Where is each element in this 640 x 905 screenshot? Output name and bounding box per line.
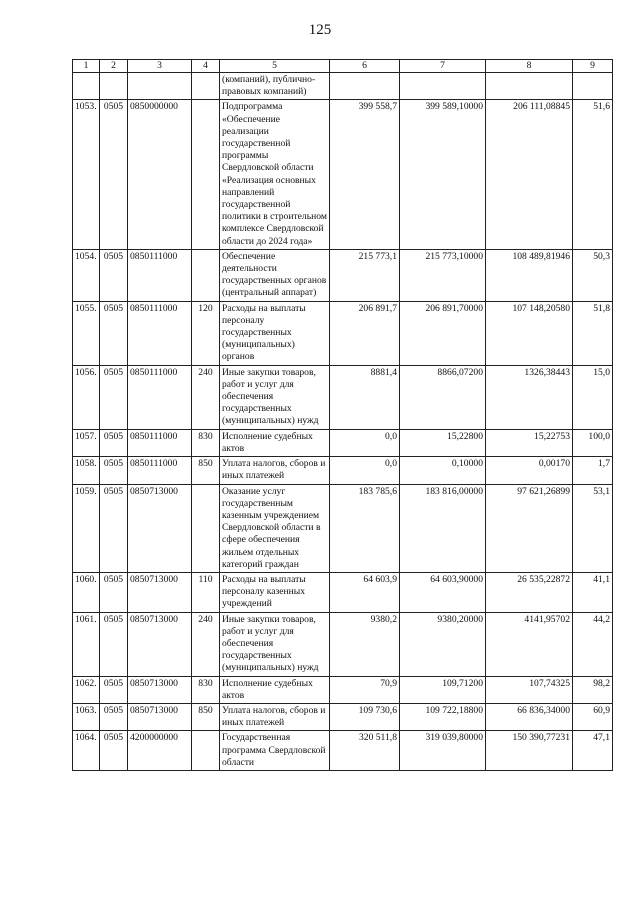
table-row (73, 301, 613, 365)
table-row (73, 73, 613, 100)
expense-type-code (192, 249, 220, 301)
table-row (73, 676, 613, 703)
section-code: 0505 (100, 429, 128, 456)
execution-percent (573, 73, 613, 100)
execution-percent: 50,3 (573, 249, 613, 301)
execution-percent: 44,2 (573, 612, 613, 676)
target-article-code: 0850713000 (128, 572, 192, 612)
approved-amount: 109 730,6 (330, 703, 400, 730)
header-row (73, 60, 613, 73)
revised-amount: 206 891,70000 (400, 301, 486, 365)
column-header: 8 (486, 60, 573, 73)
section-code: 0505 (100, 484, 128, 572)
row-number: 1060. (73, 572, 100, 612)
execution-percent: 60,9 (573, 703, 613, 730)
executed-amount: 97 621,26899 (486, 484, 573, 572)
target-article-code: 0850000000 (128, 100, 192, 249)
executed-amount: 1326,38443 (486, 365, 573, 429)
approved-amount: 320 511,8 (330, 731, 400, 771)
section-code: 0505 (100, 301, 128, 365)
target-article-code: 0850111000 (128, 249, 192, 301)
table-row (73, 731, 613, 771)
table-row (73, 249, 613, 301)
target-article-code (128, 73, 192, 100)
table-body (73, 73, 613, 771)
approved-amount: 9380,2 (330, 612, 400, 676)
expense-type-code (192, 484, 220, 572)
row-number: 1064. (73, 731, 100, 771)
approved-amount: 8881,4 (330, 365, 400, 429)
section-code: 0505 (100, 572, 128, 612)
section-code: 0505 (100, 100, 128, 249)
expense-name: Исполнение судебных актов (220, 429, 330, 456)
column-header: 3 (128, 60, 192, 73)
row-number: 1059. (73, 484, 100, 572)
approved-amount: 0,0 (330, 457, 400, 484)
target-article-code: 0850713000 (128, 703, 192, 730)
executed-amount: 15,22753 (486, 429, 573, 456)
expense-name: Расходы на выплаты персоналу казенных учреждений (220, 572, 330, 612)
row-number: 1058. (73, 457, 100, 484)
budget-table (72, 59, 613, 771)
section-code: 0505 (100, 676, 128, 703)
approved-amount: 64 603,9 (330, 572, 400, 612)
expense-type-code: 240 (192, 612, 220, 676)
expense-type-code: 850 (192, 457, 220, 484)
revised-amount: 109,71200 (400, 676, 486, 703)
revised-amount (400, 73, 486, 100)
expense-type-code: 850 (192, 703, 220, 730)
execution-percent: 15,0 (573, 365, 613, 429)
approved-amount: 70,9 (330, 676, 400, 703)
revised-amount: 8866,07200 (400, 365, 486, 429)
approved-amount: 183 785,6 (330, 484, 400, 572)
row-number: 1054. (73, 249, 100, 301)
revised-amount: 109 722,18800 (400, 703, 486, 730)
executed-amount: 66 836,34000 (486, 703, 573, 730)
column-header: 9 (573, 60, 613, 73)
approved-amount: 399 558,7 (330, 100, 400, 249)
section-code: 0505 (100, 365, 128, 429)
approved-amount: 206 891,7 (330, 301, 400, 365)
expense-name: Уплата налогов, сборов и иных платежей (220, 703, 330, 730)
expense-name: Государственная программа Свердловской области (220, 731, 330, 771)
section-code: 0505 (100, 731, 128, 771)
expense-name: Обеспечение деятельности государственных органов (центральный аппарат) (220, 249, 330, 301)
execution-percent: 100,0 (573, 429, 613, 456)
table-row (73, 429, 613, 456)
revised-amount: 399 589,10000 (400, 100, 486, 249)
approved-amount (330, 73, 400, 100)
executed-amount: 150 390,77231 (486, 731, 573, 771)
executed-amount: 26 535,22872 (486, 572, 573, 612)
expense-name: (компаний), публично-правовых компаний) (220, 73, 330, 100)
executed-amount: 108 489,81946 (486, 249, 573, 301)
column-header: 7 (400, 60, 486, 73)
expense-name: Иные закупки товаров, работ и услуг для обеспечения государственных (муниципальных) нужд (220, 612, 330, 676)
execution-percent: 51,6 (573, 100, 613, 249)
executed-amount: 107 148,20580 (486, 301, 573, 365)
section-code: 0505 (100, 612, 128, 676)
execution-percent: 98,2 (573, 676, 613, 703)
column-header: 2 (100, 60, 128, 73)
column-header: 5 (220, 60, 330, 73)
table-row (73, 572, 613, 612)
expense-name: Расходы на выплаты персоналу государственных (муниципальных) органов (220, 301, 330, 365)
column-header: 1 (73, 60, 100, 73)
table-row (73, 703, 613, 730)
expense-type-code (192, 731, 220, 771)
table-row (73, 100, 613, 249)
expense-name: Оказание услуг государственным казенным учреждением Свердловской области в сфере обеспечения жильем отдельных категорий граждан (220, 484, 330, 572)
section-code: 0505 (100, 703, 128, 730)
revised-amount: 183 816,00000 (400, 484, 486, 572)
approved-amount: 0,0 (330, 429, 400, 456)
target-article-code: 0850111000 (128, 457, 192, 484)
executed-amount (486, 73, 573, 100)
expense-type-code: 830 (192, 429, 220, 456)
column-header: 4 (192, 60, 220, 73)
execution-percent: 51,8 (573, 301, 613, 365)
row-number: 1061. (73, 612, 100, 676)
table-row (73, 457, 613, 484)
execution-percent: 53,1 (573, 484, 613, 572)
expense-type-code (192, 100, 220, 249)
expense-type-code: 830 (192, 676, 220, 703)
expense-name: Подпрограмма «Обеспечение реализации государственной программы Свердловской области «Реализация основных направлений государственной политики в строительном комплексе Свердловской области до 2024 года» (220, 100, 330, 249)
row-number: 1055. (73, 301, 100, 365)
target-article-code: 0850713000 (128, 612, 192, 676)
revised-amount: 0,10000 (400, 457, 486, 484)
page-number: 125 (308, 22, 332, 38)
row-number: 1057. (73, 429, 100, 456)
expense-type-code: 110 (192, 572, 220, 612)
executed-amount: 107,74325 (486, 676, 573, 703)
target-article-code: 0850111000 (128, 365, 192, 429)
executed-amount: 4141,95702 (486, 612, 573, 676)
target-article-code: 0850111000 (128, 301, 192, 365)
table-row (73, 612, 613, 676)
table-row (73, 365, 613, 429)
revised-amount: 64 603,90000 (400, 572, 486, 612)
expense-name: Иные закупки товаров, работ и услуг для обеспечения государственных (муниципальных) нужд (220, 365, 330, 429)
execution-percent: 47,1 (573, 731, 613, 771)
row-number: 1062. (73, 676, 100, 703)
row-number (73, 73, 100, 100)
target-article-code: 0850713000 (128, 676, 192, 703)
executed-amount: 0,00170 (486, 457, 573, 484)
revised-amount: 9380,20000 (400, 612, 486, 676)
execution-percent: 1,7 (573, 457, 613, 484)
expense-name: Уплата налогов, сборов и иных платежей (220, 457, 330, 484)
row-number: 1056. (73, 365, 100, 429)
row-number: 1063. (73, 703, 100, 730)
execution-percent: 41,1 (573, 572, 613, 612)
revised-amount: 215 773,10000 (400, 249, 486, 301)
table-row (73, 484, 613, 572)
section-code: 0505 (100, 457, 128, 484)
section-code (100, 73, 128, 100)
revised-amount: 319 039,80000 (400, 731, 486, 771)
target-article-code: 0850111000 (128, 429, 192, 456)
target-article-code: 4200000000 (128, 731, 192, 771)
expense-name: Исполнение судебных актов (220, 676, 330, 703)
target-article-code: 0850713000 (128, 484, 192, 572)
column-header: 6 (330, 60, 400, 73)
approved-amount: 215 773,1 (330, 249, 400, 301)
section-code: 0505 (100, 249, 128, 301)
executed-amount: 206 111,08845 (486, 100, 573, 249)
expense-type-code: 120 (192, 301, 220, 365)
revised-amount: 15,22800 (400, 429, 486, 456)
expense-type-code (192, 73, 220, 100)
expense-type-code: 240 (192, 365, 220, 429)
row-number: 1053. (73, 100, 100, 249)
